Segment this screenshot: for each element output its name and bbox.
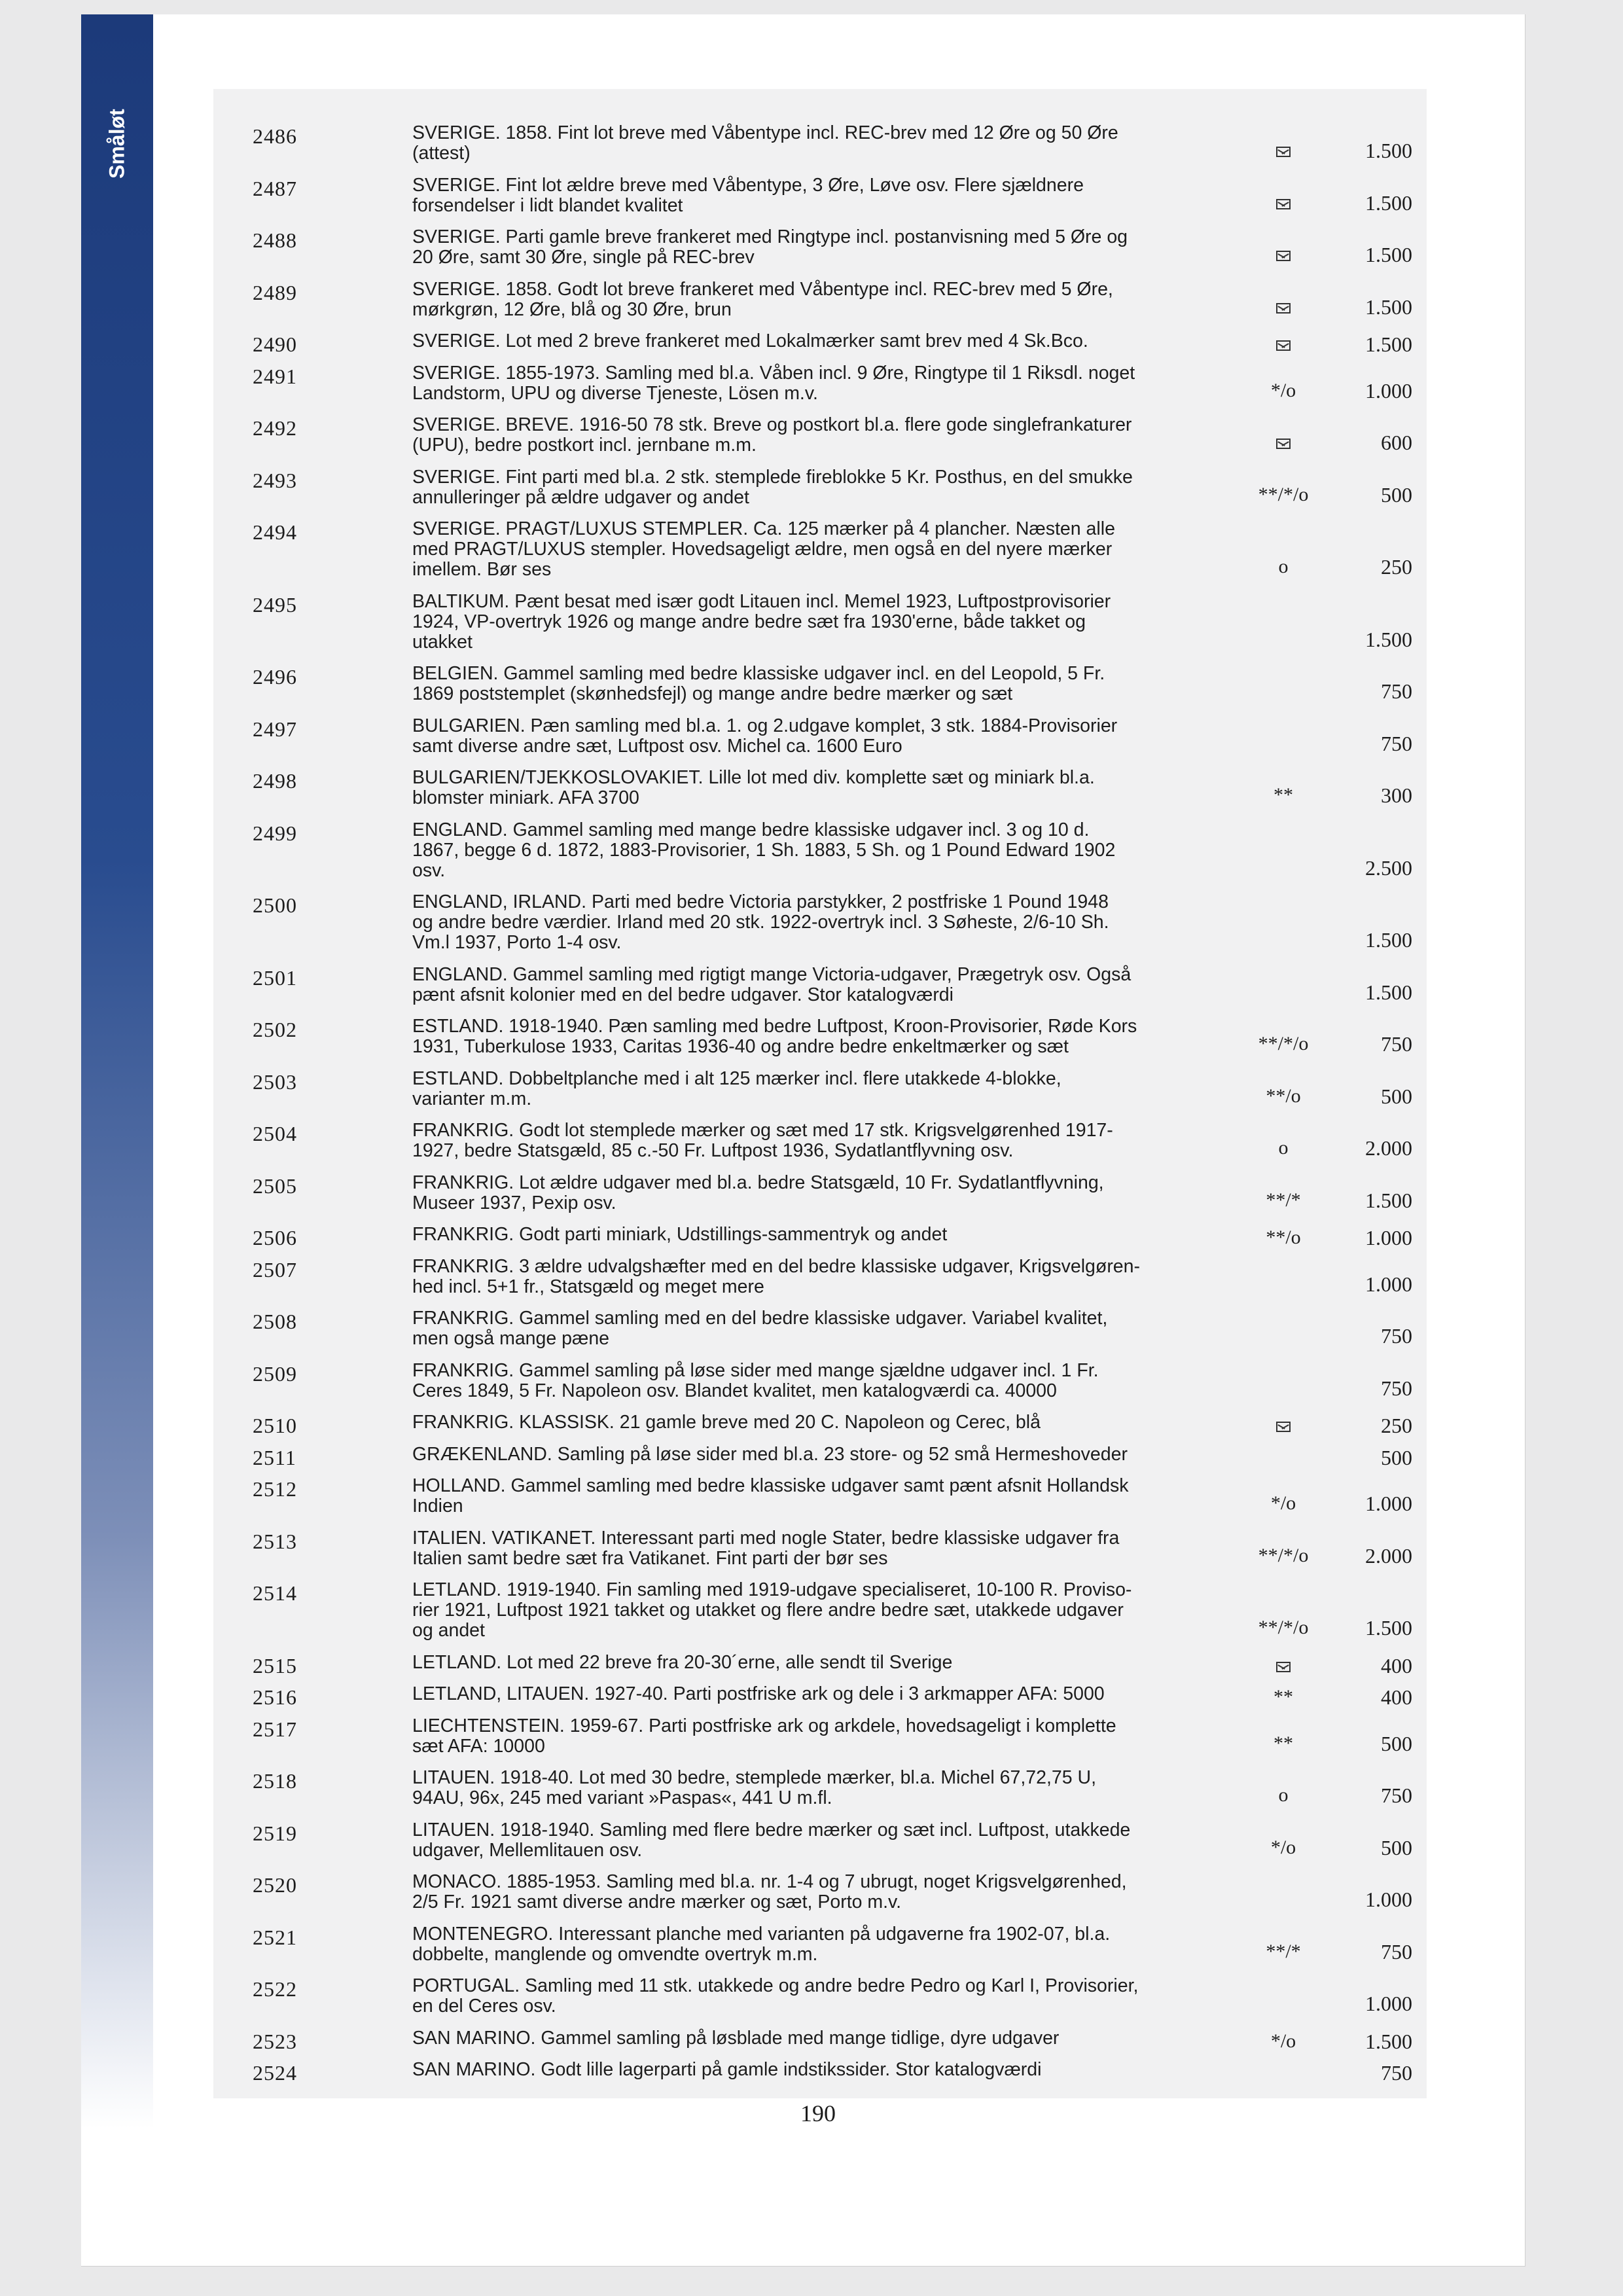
lot-row	[213, 175, 1427, 216]
lot-description-line: SAN MARINO. Godt lille lagerparti på gamle indstikssider. Stor katalogværdi	[412, 2059, 1042, 2080]
lot-number: 2514	[253, 1581, 297, 1605]
envelope-icon	[1276, 1662, 1291, 1672]
lot-row	[213, 716, 1427, 757]
lot-row	[213, 768, 1427, 808]
lot-description	[412, 1653, 1230, 1673]
lot-description-line: Italien samt bedre sæt fra Vatikanet. Fint parti der bør ses	[412, 1547, 888, 1569]
section-label: Småløt	[105, 109, 129, 179]
lot-condition: **/o	[1266, 1227, 1301, 1248]
lot-number: 2499	[253, 821, 297, 845]
lot-row	[213, 1924, 1427, 1965]
lot-number: 2516	[253, 1685, 297, 1709]
lot-number: 2497	[253, 717, 297, 741]
envelope-icon	[1276, 303, 1291, 314]
lot-condition: **	[1274, 784, 1293, 806]
lot-row	[213, 820, 1427, 881]
lot-description	[412, 1716, 1230, 1757]
lot-price: 2.000	[1365, 1543, 1412, 1568]
lot-row	[213, 1069, 1427, 1109]
lot-number: 2519	[253, 1821, 297, 1845]
lot-row	[213, 1173, 1427, 1213]
lot-number: 2517	[253, 1717, 297, 1741]
lot-description	[412, 1069, 1230, 1109]
lot-description-line: og andet	[412, 1620, 485, 1641]
lot-row	[213, 279, 1427, 320]
lot-price: 1.500	[1365, 1188, 1412, 1212]
lot-number: 2505	[253, 1174, 297, 1198]
lot-price: 1.500	[1365, 928, 1412, 952]
lot-description-line: (attest)	[412, 143, 471, 164]
lot-description-line: SVERIGE. Lot med 2 breve frankeret med Lokalmærker samt brev med 4 Sk.Bco.	[412, 331, 1088, 351]
cover-condition	[1241, 294, 1326, 320]
lot-description-line: 94AU, 96x, 245 med variant »Paspas«, 441 U m.fl.	[412, 1787, 832, 1808]
lot-description	[412, 415, 1230, 456]
lot-price: 400	[1381, 1685, 1412, 1709]
lot-number: 2512	[253, 1477, 297, 1501]
lot-number: 2521	[253, 1925, 297, 1949]
cover-condition	[1241, 242, 1326, 268]
lot-description-line: 1867, begge 6 d. 1872, 1883-Provisorier, 1 Sh. 1883, 5 Sh. og 1 Pound Edward 1902	[412, 839, 1116, 861]
lot-number: 2488	[253, 228, 297, 252]
lot-price: 1.500	[1365, 190, 1412, 215]
lot-row	[213, 1412, 1427, 1439]
page-number: 190	[800, 2100, 836, 2126]
lot-condition: o	[1278, 556, 1289, 577]
lot-description-line: ITALIEN. VATIKANET. Interessant parti med nogle Stater, bedre klassiske udgaver fra	[412, 1527, 1120, 1549]
lot-description-line: BALTIKUM. Pænt besat med især godt Litauen incl. Memel 1923, Luftpostprovisorier	[412, 590, 1111, 612]
lot-number: 2489	[253, 280, 297, 304]
lot-description-line: SVERIGE. Fint lot ældre breve med Våbentype, 3 Øre, Løve osv. Flere sjældnere	[412, 174, 1084, 196]
lot-row	[213, 1257, 1427, 1297]
lot-description	[412, 1768, 1230, 1808]
lot-description-line: SVERIGE. Fint parti med bl.a. 2 stk. stemplede fireblokke 5 Kr. Posthus, en del smukke	[412, 466, 1133, 488]
lot-description-line: GRÆKENLAND. Samling på løse sider med bl.a. 23 store- og 52 små Hermeshoveder	[412, 1443, 1128, 1465]
lot-row	[213, 123, 1427, 164]
lot-number: 2504	[253, 1122, 297, 1145]
lot-condition: */o	[1270, 379, 1296, 401]
lot-row	[213, 2060, 1427, 2086]
lot-description-line: 2/5 Fr. 1921 samt diverse andre mærker og sæt, Porto m.v.	[412, 1892, 902, 1912]
lot-number: 2515	[253, 1653, 297, 1677]
lot-price: 750	[1381, 1784, 1412, 1807]
lot-number: 2509	[253, 1361, 297, 1386]
section-tab	[81, 14, 153, 2128]
lot-row	[213, 1653, 1427, 1679]
lot-price: 1.000	[1365, 378, 1412, 403]
lot-number: 2511	[253, 1445, 296, 1469]
lot-row	[213, 1976, 1427, 2017]
lot-row	[213, 2028, 1427, 2054]
lot-description-line: FRANKRIG. Godt lot stemplede mærker og sæt med 17 stk. Krigsvelgørenhed 1917-	[412, 1120, 1113, 1141]
lot-description-line: LITAUEN. 1918-1940. Samling med flere bedre mærker og sæt incl. Luftpost, utakkede	[412, 1819, 1131, 1840]
lot-description	[412, 892, 1230, 953]
lot-description-line: 1927, bedre Statsgæld, 85 c.-50 Fr. Luftpost 1936, Sydatlantflyvning osv.	[412, 1140, 1014, 1161]
lot-description-line: Landstorm, UPU og diverse Tjeneste, Lösen m.v.	[412, 382, 818, 404]
lot-number: 2490	[253, 332, 297, 356]
lot-price: 2.500	[1365, 855, 1412, 880]
lot-description-line: Indien	[412, 1496, 463, 1516]
lot-price: 1.000	[1365, 1992, 1412, 2015]
lot-number: 2486	[253, 124, 297, 148]
lot-description	[412, 1580, 1230, 1641]
lot-description-line: FRANKRIG. 3 ældre udvalgshæfter med en del bedre klassiske udgaver, Krigsvelgøren-	[412, 1255, 1141, 1277]
lot-description-line: LIECHTENSTEIN. 1959-67. Parti postfriske ark og arkdele, hovedsageligt i komplette	[412, 1715, 1116, 1736]
envelope-icon	[1276, 439, 1291, 449]
lot-price: 250	[1381, 1414, 1412, 1437]
lot-price: 300	[1381, 783, 1412, 807]
lot-price: 1.500	[1365, 295, 1412, 319]
lot-number: 2522	[253, 1977, 297, 2001]
lot-description-line: BULGARIEN. Pæn samling med bl.a. 1. og 2.udgave komplet, 3 stk. 1884-Provisorier	[412, 715, 1118, 736]
cover-condition	[1241, 190, 1326, 216]
lot-description-line: FRANKRIG. Lot ældre udgaver med bl.a. bedre Statsgæld, 10 Fr. Sydatlantflyvning,	[412, 1172, 1104, 1193]
lot-condition: **/*	[1266, 1940, 1301, 1962]
lot-price: 600	[1381, 431, 1412, 454]
lot-price: 1.500	[1365, 332, 1412, 356]
lot-description	[412, 1820, 1230, 1861]
lot-price: 750	[1381, 1324, 1412, 1348]
lot-price: 1.500	[1365, 980, 1412, 1004]
lot-description	[412, 467, 1230, 508]
lot-number: 2523	[253, 2029, 297, 2053]
lot-price: 1.500	[1365, 627, 1412, 651]
lot-price: 1.000	[1365, 1272, 1412, 1296]
lot-number: 2508	[253, 1310, 297, 1333]
lot-price: 1.000	[1365, 1226, 1412, 1249]
lot-price: 750	[1381, 731, 1412, 755]
envelope-icon	[1276, 340, 1291, 351]
lot-description-line: hed incl. 5+1 fr., Statsgæld og meget mere	[412, 1276, 764, 1297]
lot-description	[412, 664, 1230, 704]
lot-description-line: MONACO. 1885-1953. Samling med bl.a. nr. 1-4 og 7 ubrugt, noget Krigsvelgørenhed,	[412, 1871, 1127, 1892]
lot-price: 500	[1381, 1445, 1412, 1469]
lot-description	[412, 175, 1230, 216]
lot-description-line: SVERIGE. PRAGT/LUXUS STEMPLER. Ca. 125 mærker på 4 plancher. Næsten alle	[412, 518, 1115, 539]
lot-description-line: SVERIGE. 1858. Fint lot breve med Våbentype incl. REC-brev med 12 Øre og 50 Øre	[412, 122, 1118, 143]
lot-description	[412, 363, 1230, 404]
cover-condition	[1241, 1412, 1326, 1439]
lot-price: 500	[1381, 1731, 1412, 1755]
cover-condition	[1241, 331, 1326, 357]
lot-row	[213, 1476, 1427, 1516]
lot-description-line: BULGARIEN/TJEKKOSLOVAKIET. Lille lot med div. komplette sæt og miniark bl.a.	[412, 767, 1095, 788]
envelope-icon	[1276, 1422, 1291, 1432]
lot-description	[412, 716, 1230, 757]
lot-description	[412, 1924, 1230, 1965]
lot-number: 2518	[253, 1769, 297, 1793]
lot-description-line: LETLAND. 1919-1940. Fin samling med 1919-udgave specialiseret, 10-100 R. Proviso-	[412, 1579, 1132, 1600]
lot-description-line: PORTUGAL. Samling med 11 stk. utakkede og andre bedre Pedro og Karl I, Provisorier,	[412, 1975, 1139, 1996]
envelope-icon	[1276, 199, 1291, 209]
lot-price: 500	[1381, 482, 1412, 507]
lot-description	[412, 1872, 1230, 1912]
lot-description-line: Ceres 1849, 5 Fr. Napoleon osv. Blandet kvalitet, men katalogværdi ca. 40000	[412, 1380, 1057, 1401]
lot-description	[412, 331, 1230, 351]
lot-description	[412, 820, 1230, 881]
cover-condition	[1241, 137, 1326, 164]
lot-condition: */o	[1270, 2030, 1296, 2052]
lot-condition: */o	[1270, 1836, 1296, 1858]
lot-row	[213, 331, 1427, 357]
lot-row	[213, 664, 1427, 704]
lot-description-line: en del Ceres osv.	[412, 1996, 556, 2017]
lot-condition: **/*/o	[1258, 1617, 1309, 1638]
lot-row	[213, 415, 1427, 456]
envelope-icon	[1276, 147, 1291, 157]
lot-number: 2502	[253, 1018, 297, 1041]
lot-description	[412, 1308, 1230, 1349]
lot-condition: **/*/o	[1258, 1033, 1309, 1054]
lot-description	[412, 123, 1230, 164]
lot-number: 2524	[253, 2061, 297, 2085]
lot-description	[412, 1361, 1230, 1401]
lot-row	[213, 1716, 1427, 1757]
lot-description-line: med PRAGT/LUXUS stempler. Hovedsageligt ældre, men også en del nyere mærker	[412, 539, 1113, 560]
cover-condition	[1241, 429, 1326, 456]
lot-number: 2507	[253, 1257, 297, 1282]
lot-condition: **/*	[1266, 1189, 1301, 1211]
lot-number: 2493	[253, 468, 297, 492]
lot-description	[412, 1016, 1230, 1057]
lot-price: 1.500	[1365, 139, 1412, 162]
lot-description	[412, 1173, 1230, 1213]
lot-description	[412, 1476, 1230, 1516]
lot-row	[213, 965, 1427, 1005]
lot-description-line: varianter m.m.	[412, 1088, 532, 1109]
lot-number: 2520	[253, 1873, 297, 1897]
lot-description-line: utakket	[412, 631, 473, 653]
lot-description-line: BELGIEN. Gammel samling med bedre klassiske udgaver incl. en del Leopold, 5 Fr.	[412, 663, 1105, 684]
lot-description-line: Museer 1937, Pexip osv.	[412, 1192, 616, 1213]
lot-number: 2513	[253, 1529, 297, 1553]
lot-description-line: SVERIGE. Parti gamle breve frankeret med Ringtype incl. postanvisning med 5 Øre og	[412, 226, 1128, 247]
lot-description-line: 1869 poststemplet (skønhedsfejl) og mange andre bedre mærker og sæt	[412, 683, 1013, 704]
lot-row	[213, 1872, 1427, 1912]
lot-description	[412, 1257, 1230, 1297]
lot-description-line: LETLAND. Lot med 22 breve fra 20-30´erne, alle sendt til Sverige	[412, 1651, 953, 1673]
lot-description	[412, 2060, 1230, 2080]
lot-description-line: og andre bedre værdier. Irland med 20 stk. 1922-overtryk incl. 3 Søheste, 2/6-10 Sh.	[412, 912, 1109, 933]
lot-description-line: Vm.l 1937, Porto 1-4 osv.	[412, 932, 622, 953]
lot-description-line: FRANKRIG. Godt parti miniark, Udstillings-sammentryk og andet	[412, 1224, 948, 1245]
lot-condition: **	[1274, 1732, 1293, 1754]
lot-row	[213, 1016, 1427, 1057]
lot-description-line: SVERIGE. 1858. Godt lot breve frankeret med Våbentype incl. REC-brev med 5 Øre,	[412, 278, 1113, 300]
lot-description-line: (UPU), bedre postkort incl. jernbane m.m.	[412, 435, 757, 456]
lot-description-line: 1924, VP-overtryk 1926 og mange andre bedre sæt fra 1930'erne, både takket og	[412, 611, 1086, 632]
lot-number: 2510	[253, 1414, 297, 1437]
lot-row	[213, 519, 1427, 580]
lot-row	[213, 1684, 1427, 1710]
lot-description-line: FRANKRIG. Gammel samling med en del bedre klassiske udgaver. Variabel kvalitet,	[412, 1308, 1108, 1329]
lot-price: 1.500	[1365, 243, 1412, 266]
lot-description-line: ESTLAND. 1918-1940. Pæn samling med bedre Luftpost, Kroon-Provisorier, Røde Kors	[412, 1016, 1137, 1037]
lot-description-line: sæt AFA: 10000	[412, 1735, 545, 1757]
lot-description-line: imellem. Bør ses	[412, 559, 552, 580]
lot-description	[412, 1528, 1230, 1569]
lot-row	[213, 1580, 1427, 1641]
lot-number: 2491	[253, 364, 297, 388]
lot-number: 2492	[253, 416, 297, 440]
lot-description-line: 1931, Tuberkulose 1933, Caritas 1936-40 og andre bedre enkeltmærker og sæt	[412, 1036, 1069, 1057]
lot-list	[213, 89, 1427, 2098]
lot-description-line: FRANKRIG. KLASSISK. 21 gamle breve med 20 C. Napoleon og Cerec, blå	[412, 1412, 1041, 1433]
lot-description	[412, 1412, 1230, 1433]
lot-description-line: LITAUEN. 1918-40. Lot med 30 bedre, stemplede mærker, bl.a. Michel 67,72,75 U,	[412, 1767, 1097, 1788]
lot-description	[412, 2028, 1230, 2049]
lot-condition: o	[1278, 1137, 1289, 1158]
lot-description	[412, 965, 1230, 1005]
lot-description-line: FRANKRIG. Gammel samling på løse sider med mange sjældne udgaver incl. 1 Fr.	[412, 1359, 1099, 1381]
lot-price: 1.000	[1365, 1888, 1412, 1911]
lot-description	[412, 1225, 1230, 1245]
lot-price: 750	[1381, 1032, 1412, 1056]
lot-description-line: samt diverse andre sæt, Luftpost osv. Michel ca. 1600 Euro	[412, 735, 902, 757]
lot-row	[213, 467, 1427, 508]
lot-price: 750	[1381, 2061, 1412, 2085]
lot-row	[213, 1444, 1427, 1471]
lot-price: 750	[1381, 679, 1412, 703]
lot-row	[213, 1768, 1427, 1808]
lot-condition: **	[1274, 1686, 1293, 1708]
lot-number: 2503	[253, 1069, 297, 1094]
lot-number: 2496	[253, 665, 297, 689]
lot-description-line: mørkgrøn, 12 Øre, blå og 30 Øre, brun	[412, 298, 732, 320]
lot-description-line: forsendelser i lidt blandet kvalitet	[412, 194, 683, 216]
lot-number: 2501	[253, 965, 297, 990]
lot-description	[412, 768, 1230, 808]
lot-row	[213, 363, 1427, 404]
envelope-icon	[1276, 251, 1291, 261]
lot-description	[412, 592, 1230, 653]
lot-row	[213, 1361, 1427, 1401]
lot-description	[412, 1976, 1230, 2017]
lot-price: 250	[1381, 555, 1412, 579]
lot-number: 2498	[253, 769, 297, 793]
lot-price: 500	[1381, 1835, 1412, 1859]
lot-row	[213, 1820, 1427, 1861]
lot-number: 2500	[253, 893, 297, 917]
lot-description-line: LETLAND, LITAUEN. 1927-40. Parti postfriske ark og dele i 3 arkmapper AFA: 5000	[412, 1683, 1105, 1704]
lot-number: 2495	[253, 592, 297, 617]
lot-description	[412, 279, 1230, 320]
lot-row	[213, 227, 1427, 268]
lot-description-line: SVERIGE. BREVE. 1916-50 78 stk. Breve og postkort bl.a. flere gode singlefrankaturer	[412, 414, 1132, 435]
lot-number: 2506	[253, 1226, 297, 1249]
lot-condition: **/*/o	[1258, 483, 1309, 505]
lot-price: 400	[1381, 1653, 1412, 1677]
lot-description-line: rier 1921, Luftpost 1921 takket og utakket og flere andre bedre sæt, utakkede udgaver	[412, 1600, 1124, 1621]
lot-description-line: blomster miniark. AFA 3700	[412, 787, 639, 808]
lot-description-line: udgaver, Mellemlitauen osv.	[412, 1839, 643, 1861]
lot-description-line: dobbelte, manglende og omvendte overtryk m.m.	[412, 1943, 818, 1965]
lot-description-line: ESTLAND. Dobbeltplanche med i alt 125 mærker incl. flere utakkede 4-blokke,	[412, 1067, 1061, 1089]
lot-price: 500	[1381, 1084, 1412, 1108]
lot-row	[213, 1121, 1427, 1161]
lot-price: 750	[1381, 1376, 1412, 1400]
lot-condition: **/o	[1266, 1085, 1301, 1107]
lot-row	[213, 1308, 1427, 1349]
lot-description-line: osv.	[412, 859, 446, 881]
lot-description-line: SAN MARINO. Gammel samling på løsblade med mange tidlige, dyre udgaver	[412, 2027, 1060, 2049]
lot-description	[412, 1684, 1230, 1704]
lot-price: 1.000	[1365, 1492, 1412, 1515]
lot-description-line: ENGLAND, IRLAND. Parti med bedre Victoria parstykker, 2 postfriske 1 Pound 1948	[412, 891, 1109, 912]
lot-number: 2494	[253, 520, 297, 544]
lot-number: 2487	[253, 176, 297, 200]
lot-row	[213, 1225, 1427, 1251]
lot-description-line: men også mange pæne	[412, 1328, 610, 1349]
lot-row	[213, 592, 1427, 653]
lot-description-line: ENGLAND. Gammel samling med rigtigt mange Victoria-udgaver, Prægetryk osv. Også	[412, 963, 1132, 985]
lot-price: 1.500	[1365, 2029, 1412, 2053]
lot-row	[213, 892, 1427, 953]
lot-row	[213, 1528, 1427, 1569]
lot-description	[412, 227, 1230, 268]
lot-description-line: ENGLAND. Gammel samling med mange bedre klassiske udgaver incl. 3 og 10 d.	[412, 819, 1090, 840]
lot-condition: o	[1278, 1784, 1289, 1806]
lot-price: 1.500	[1365, 1616, 1412, 1640]
lot-description	[412, 1121, 1230, 1161]
lot-condition: */o	[1270, 1492, 1296, 1514]
lot-price: 750	[1381, 1939, 1412, 1964]
lot-description	[412, 1444, 1230, 1465]
lot-condition: **/*/o	[1258, 1544, 1309, 1566]
lot-price: 2.000	[1365, 1136, 1412, 1160]
lot-description-line: MONTENEGRO. Interessant planche med varianten på udgaverne fra 1902-07, bl.a.	[412, 1923, 1111, 1945]
lot-description-line: 20 Øre, samt 30 Øre, single på REC-brev	[412, 247, 755, 268]
lot-description-line: HOLLAND. Gammel samling med bedre klassiske udgaver samt pænt afsnit Hollandsk	[412, 1475, 1129, 1496]
cover-condition	[1241, 1653, 1326, 1679]
lot-description-line: annulleringer på ældre udgaver og andet	[412, 486, 749, 508]
lot-description	[412, 519, 1230, 580]
lot-description-line: SVERIGE. 1855-1973. Samling med bl.a. Våben incl. 9 Øre, Ringtype til 1 Riksdl. noget	[412, 362, 1135, 384]
lot-description-line: pænt afsnit kolonier med en del bedre udgaver. Stor katalogværdi	[412, 984, 954, 1005]
